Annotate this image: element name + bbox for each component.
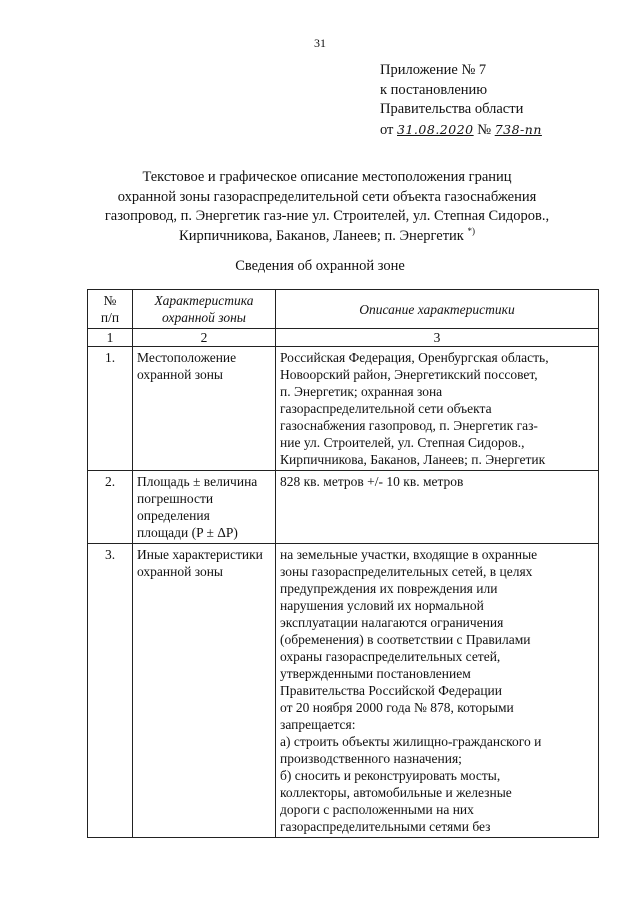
handwritten-date: 31.08.2020 <box>397 121 474 137</box>
description-line: (обременения) в соответствии с Правилами <box>280 632 531 647</box>
description-line: Правительства Российской Федерации <box>280 683 502 698</box>
description-line: от 20 ноября 2000 года № 878, которыми <box>280 700 514 715</box>
title-line-2: охранной зоны газораспределительной сети объекта газоснабжения <box>117 188 537 205</box>
description-line: газораспределительными сетями без <box>280 819 491 834</box>
row-description <box>276 471 599 544</box>
appendix-line-1: Приложение № 7 <box>380 62 487 78</box>
header-number <box>88 290 133 329</box>
description-line: 828 кв. метров +/- 10 кв. метров <box>280 474 464 489</box>
description-line: охраны газораспределительных сетей, <box>280 649 501 664</box>
footnote-mark: *) <box>467 225 475 236</box>
description-line: Российская Федерация, Оренбургская область, <box>280 350 549 365</box>
page-number: 31 <box>314 36 326 50</box>
document-title <box>60 168 594 246</box>
description-line: газораспределительной сети объекта <box>280 401 492 416</box>
description-line: Новоорский район, Энергетикский поссовет, <box>280 367 538 382</box>
description-line: запрещается: <box>280 717 356 732</box>
appendix-line-3: Правительства области <box>380 101 524 117</box>
column-numbers-row <box>88 329 599 347</box>
characteristic-line: охранной зоны <box>137 564 224 579</box>
title-line-3: газопровод, п. Энергетик газ-ние ул. Строителей, ул. Степная Сидоров., <box>104 208 550 224</box>
header-characteristic <box>133 290 276 329</box>
appendix-header <box>380 61 542 140</box>
header-number-line-1: № <box>103 293 117 308</box>
table-row <box>88 347 599 471</box>
row-number: 3. <box>88 544 133 838</box>
row-characteristic <box>133 471 276 544</box>
description-line: дороги с расположенными на них <box>280 802 474 817</box>
description-line: зоны газораспределительных сетей, в целях <box>280 564 533 579</box>
row-characteristic <box>133 347 276 471</box>
description-line: а) строить объекты жилищно-гражданского и <box>280 734 542 749</box>
number-prefix: № <box>477 121 492 138</box>
characteristic-line: площади (P ± ΔP) <box>137 525 238 540</box>
row-characteristic <box>133 544 276 838</box>
row-description <box>276 544 599 838</box>
characteristic-line: Иные характеристики <box>137 547 263 562</box>
zone-info-table <box>87 289 599 838</box>
row-description <box>276 347 599 471</box>
description-line: нарушения условий их нормальной <box>280 598 484 613</box>
column-number: 1 <box>88 329 133 347</box>
date-prefix: от <box>380 121 394 138</box>
characteristic-line: определения <box>137 508 210 523</box>
description-line: производственного назначения; <box>280 751 462 766</box>
title-line-1: Текстовое и графическое описание местоположения границ <box>142 169 512 185</box>
description-line: на земельные участки, входящие в охранные <box>280 547 538 562</box>
appendix-date-line <box>380 120 542 141</box>
title-line-4: Кирпичникова, Баканов, Ланеев; п. Энергетик <box>179 227 464 244</box>
section-subtitle: Сведения об охранной зоне <box>235 258 405 274</box>
header-number-line-2: п/п <box>100 310 120 325</box>
row-number: 1. <box>88 347 133 471</box>
row-number: 2. <box>88 471 133 544</box>
column-number: 3 <box>276 329 599 347</box>
description-line: п. Энергетик; охранная зона <box>280 384 443 399</box>
appendix-line-2: к постановлению <box>380 81 488 98</box>
description-line: коллекторы, автомобильные и железные <box>280 785 512 800</box>
characteristic-line: погрешности <box>137 491 214 506</box>
description-line: б) сносить и реконструировать мосты, <box>280 768 501 783</box>
header-characteristic-line-1: Характеристика <box>154 293 254 308</box>
header-description: Описание характеристики <box>276 290 599 329</box>
description-line: эксплуатации налагаются ограничения <box>280 615 504 630</box>
table-row <box>88 471 599 544</box>
characteristic-line: охранной зоны <box>137 367 224 382</box>
description-line: предупреждения их повреждения или <box>280 581 498 596</box>
title-line-4-wrap <box>60 227 594 247</box>
characteristic-line: Площадь ± величина <box>137 474 258 489</box>
description-line: ние ул. Строителей, ул. Степная Сидоров., <box>280 435 525 450</box>
table-header-row <box>88 290 599 329</box>
column-number: 2 <box>133 329 276 347</box>
header-characteristic-line-2: охранной зоны <box>162 310 246 325</box>
characteristic-line: Местоположение <box>137 350 237 365</box>
description-line: газоснабжения газопровод, п. Энергетик газ- <box>280 418 538 433</box>
handwritten-number: 738-пп <box>494 121 542 137</box>
table-row <box>88 544 599 838</box>
description-line: утвержденными постановлением <box>280 666 471 681</box>
description-line: Кирпичникова, Баканов, Ланеев; п. Энергетик <box>280 452 546 467</box>
